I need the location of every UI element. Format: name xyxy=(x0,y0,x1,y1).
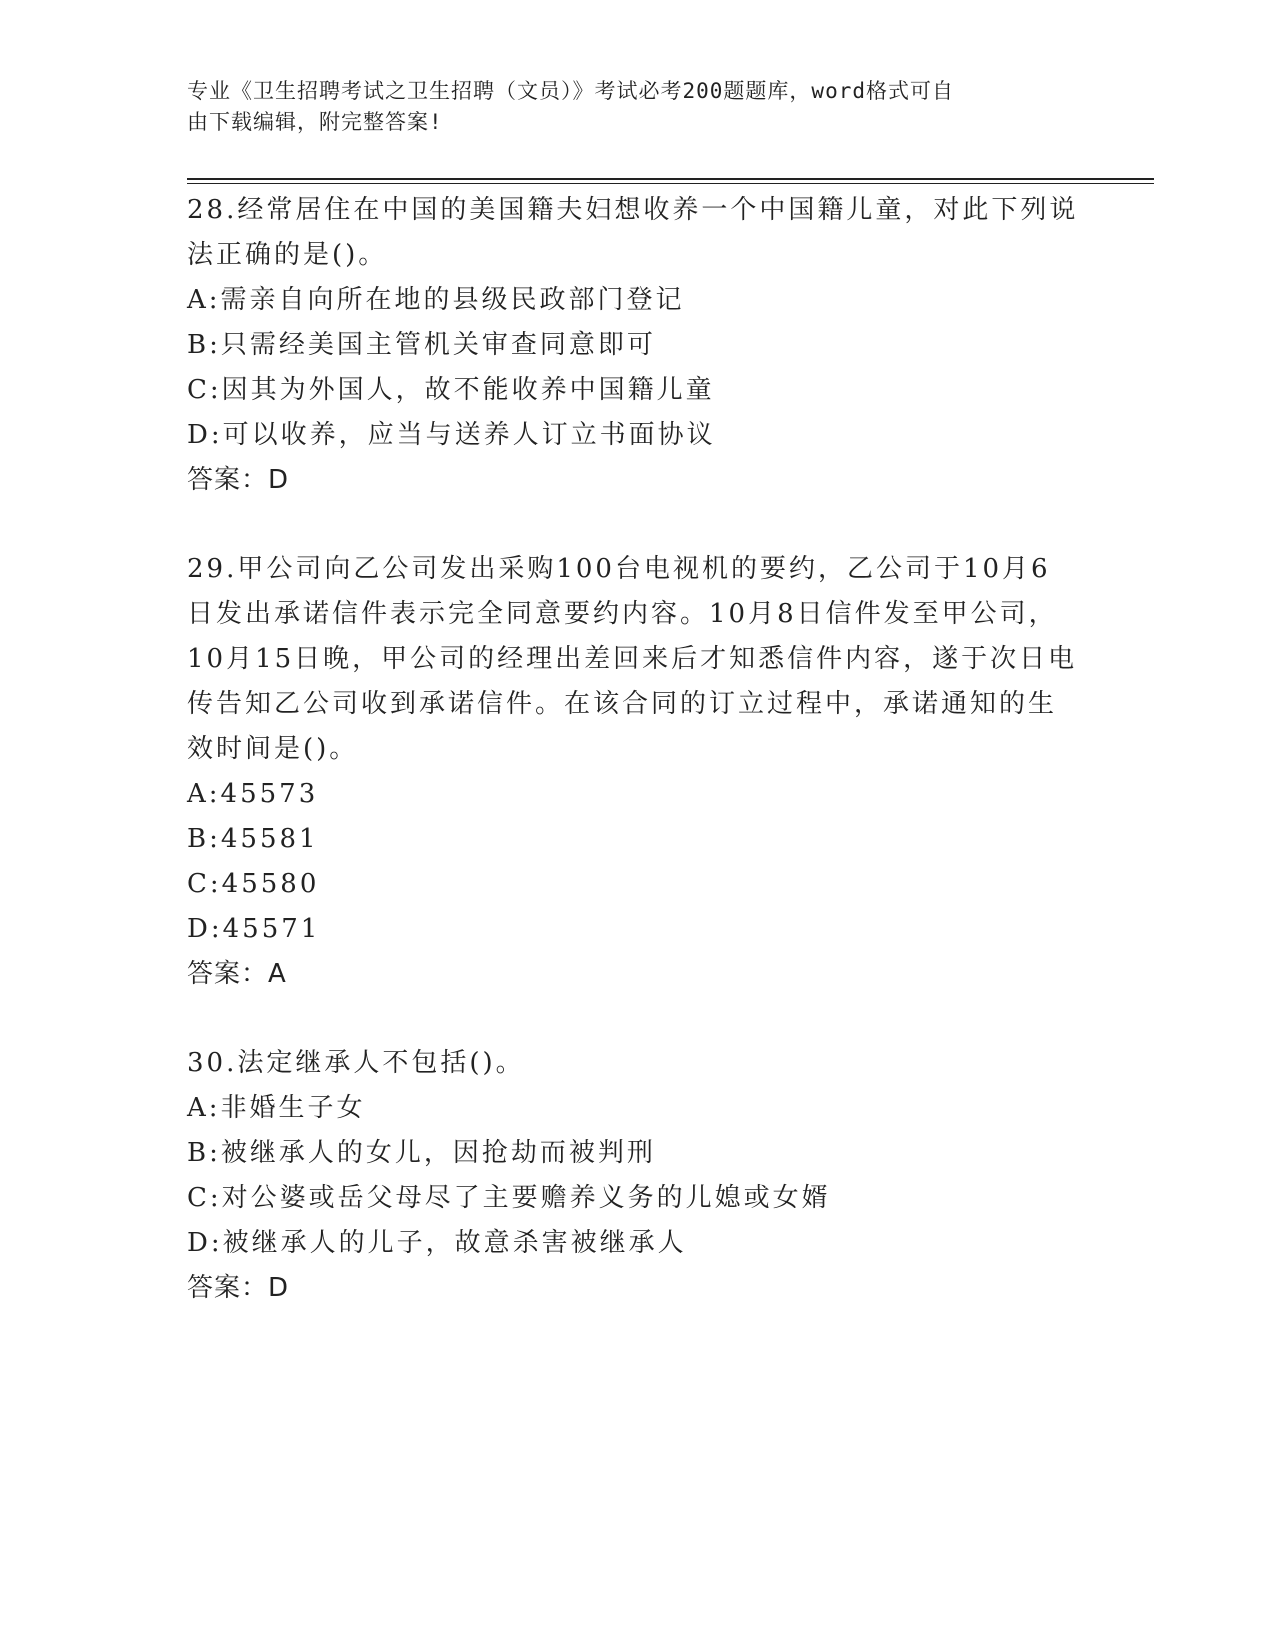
option-text: 可以收养，应当与送养人订立书面协议 xyxy=(222,420,716,450)
question-text-line: 日发出承诺信件表示完全同意要约内容。10月8日信件发至甲公司， xyxy=(187,599,1058,629)
option-b xyxy=(187,323,1087,368)
option-key: C: xyxy=(187,869,222,899)
question-text-line: 30.法定继承人不包括()。 xyxy=(187,1048,525,1078)
header-line-2: 由下载编辑，附完整答案! xyxy=(187,110,443,134)
option-key: C: xyxy=(187,375,222,405)
question-spacer xyxy=(187,503,1087,547)
option-a xyxy=(187,772,1087,817)
option-text: 因其为外国人，故不能收养中国籍儿童 xyxy=(221,375,715,405)
option-key: A: xyxy=(187,1093,221,1123)
option-key: D: xyxy=(187,914,223,944)
document-header xyxy=(187,76,1067,138)
option-c xyxy=(187,1176,1087,1221)
answer-line: 答案：D xyxy=(187,465,290,495)
option-key: A: xyxy=(187,285,221,315)
option-key: B: xyxy=(187,330,221,360)
answer-line: 答案：D xyxy=(187,1273,290,1303)
option-text: 45573 xyxy=(220,779,319,809)
question-text-line: 法正确的是()。 xyxy=(187,240,388,270)
option-text: 45580 xyxy=(221,869,320,899)
option-a xyxy=(187,278,1087,323)
option-d xyxy=(187,413,1087,458)
option-text: 被继承人的女儿，因抢劫而被判刑 xyxy=(220,1138,656,1168)
option-key: B: xyxy=(187,824,221,854)
option-text: 45571 xyxy=(222,914,321,944)
option-b xyxy=(187,1131,1087,1176)
option-d xyxy=(187,907,1087,952)
question-spacer xyxy=(187,997,1087,1041)
option-text: 45581 xyxy=(220,824,319,854)
question-30 xyxy=(187,1041,1087,1311)
answer-line: 答案：A xyxy=(187,959,287,989)
option-key: D: xyxy=(187,420,223,450)
question-text-line: 传告知乙公司收到承诺信件。在该合同的订立过程中，承诺通知的生 xyxy=(187,689,1058,719)
header-divider-thick xyxy=(187,178,1154,180)
question-28 xyxy=(187,188,1087,503)
question-text-line: 29.甲公司向乙公司发出采购100台电视机的要约，乙公司于10月6 xyxy=(187,554,1051,584)
question-text-line: 28.经常居住在中国的美国籍夫妇想收养一个中国籍儿童，对此下列说 xyxy=(187,195,1079,225)
question-text-line: 10月15日晚，甲公司的经理出差回来后才知悉信件内容，遂于次日电 xyxy=(187,644,1078,674)
option-d xyxy=(187,1221,1087,1266)
question-list xyxy=(187,188,1087,1311)
option-c xyxy=(187,368,1087,413)
header-line-1: 专业《卫生招聘考试之卫生招聘（文员）》考试必考200题题库，word格式可自 xyxy=(187,79,954,103)
option-text: 只需经美国主管机关审查同意即可 xyxy=(220,330,656,360)
option-text: 非婚生子女 xyxy=(220,1093,366,1123)
option-text: 需亲自向所在地的县级民政部门登记 xyxy=(220,285,685,315)
option-key: C: xyxy=(187,1183,222,1213)
option-key: A: xyxy=(187,779,221,809)
question-29 xyxy=(187,547,1087,997)
option-key: D: xyxy=(187,1228,223,1258)
option-c xyxy=(187,862,1087,907)
option-key: B: xyxy=(187,1138,221,1168)
option-b xyxy=(187,817,1087,862)
option-text: 被继承人的儿子，故意杀害被继承人 xyxy=(222,1228,687,1258)
header-divider-thin xyxy=(187,183,1154,184)
question-text-line: 效时间是()。 xyxy=(187,734,359,764)
option-a xyxy=(187,1086,1087,1131)
option-text: 对公婆或岳父母尽了主要赡养义务的儿媳或女婿 xyxy=(221,1183,831,1213)
